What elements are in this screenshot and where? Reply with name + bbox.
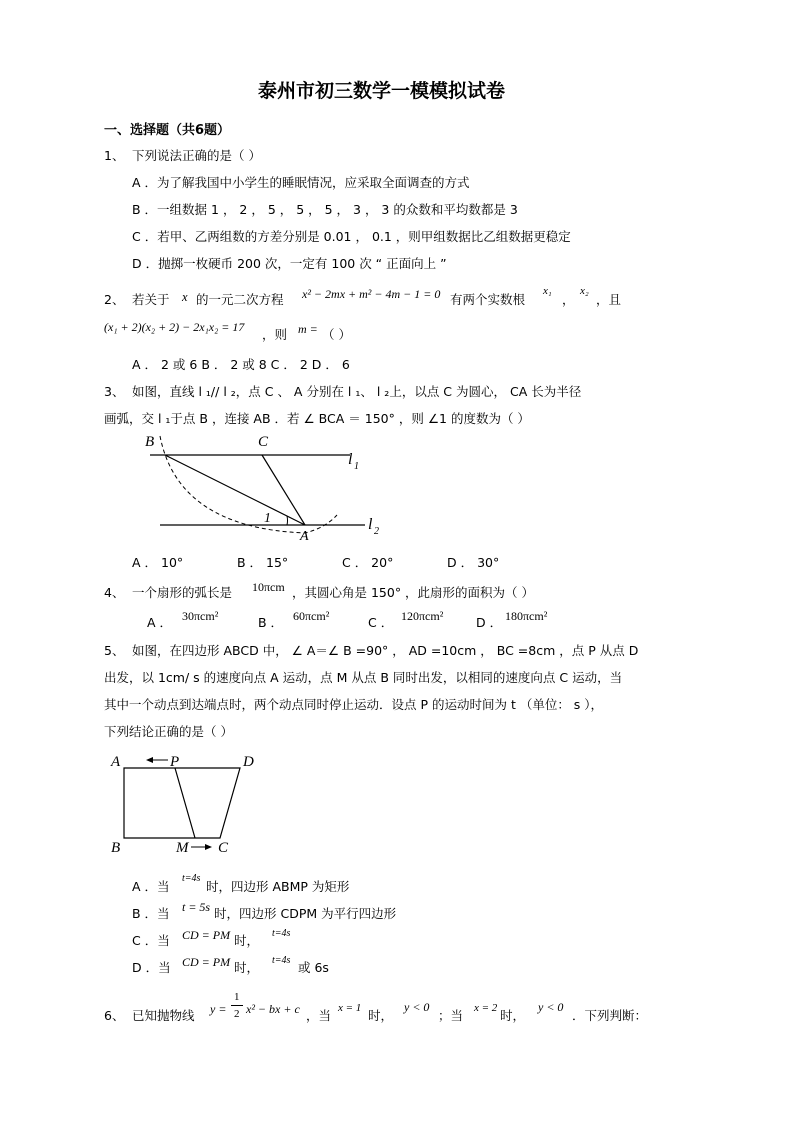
q4-option-b-letter: B ．	[258, 615, 284, 630]
q3-line-1: 如图，直线 l ₁// l ₂，点 C 、 A 分别在 l ₁、 l ₂上，以点 C 为圆心， CA 长为半径	[132, 384, 582, 399]
q6-cond-1: x = 1	[338, 1002, 362, 1014]
q6-frac-bar	[231, 1005, 243, 1006]
q4-option-c-value: 120πcm²	[401, 609, 444, 623]
q5-option-b-prefix: B ．当	[132, 906, 170, 921]
q4-text-2: ，其圆心角是 150° ，此扇形的面积为（ ）	[292, 585, 535, 600]
label-p: P	[170, 754, 180, 770]
q1-option-b: B ．一组数据 1 ， 2 ， 5 ， 5 ， 5 ， 3 ， 3 的众数和平均数都是 3	[132, 202, 518, 217]
q5-option-b-math: t = 5s	[182, 900, 211, 914]
q1-option-a: A ．为了解我国中小学生的睡眠情况，应采取全面调查的方式	[132, 175, 470, 190]
label-angle-1: 1	[264, 511, 271, 526]
q6-cond-3: x = 2	[474, 1002, 498, 1014]
q3-option-d: D ． 30°	[447, 555, 500, 570]
q5-option-d-prefix: D ．当	[132, 960, 171, 975]
q3-option-c: C ． 20°	[342, 555, 394, 570]
q3-line-2: 画弧，交 l ₁于点 B ，连接 AB ．若 ∠ BCA ＝ 150° ，则 ∠1 的度数为（ ）	[104, 411, 530, 426]
q6-text-1: 已知抛物线	[132, 1008, 195, 1023]
q6-text-6: ．下列判断：	[572, 1008, 648, 1023]
q6-frac-num: 1	[234, 991, 240, 1003]
q4-option-d-letter: D ．	[476, 615, 503, 630]
q5-option-c-prefix: C ．当	[132, 933, 170, 948]
q2-m-equals: m =	[298, 322, 318, 336]
q3-option-b: B ． 15°	[237, 555, 289, 570]
q4-text-1: 一个扇形的弧长是	[132, 585, 233, 600]
q5-option-b-suffix: 时，四边形 CDPM 为平行四边形	[214, 906, 397, 921]
q6-number: 6、	[104, 1008, 125, 1023]
page-title: 泰州市初三数学一模模拟试卷	[258, 80, 506, 102]
label-l1: l	[348, 451, 353, 468]
q2-options: A ． 2 或 6 B ． 2 或 8 C ． 2 D ． 6	[132, 357, 350, 372]
q4-number: 4、	[104, 585, 125, 600]
q6-frac-den: 2	[234, 1008, 240, 1020]
label-c: C	[218, 840, 229, 856]
q2-root-x2: x₂	[580, 285, 589, 297]
quadrilateral-abcd	[124, 768, 240, 838]
q3-figure	[130, 428, 400, 548]
q2-text-2: 的一元二次方程	[196, 292, 284, 307]
q6-text-5: 时，	[500, 1008, 526, 1023]
q6-text-4: ；当	[438, 1008, 464, 1023]
q4-option-d-value: 180πcm²	[505, 609, 548, 623]
label-a: A	[111, 754, 121, 770]
q1-stem: 下列说法正确的是（ ）	[132, 148, 261, 163]
q2-comma: ，	[562, 292, 575, 307]
section-heading: 一、选择题（共6题）	[104, 123, 231, 138]
q4-option-c-letter: C ．	[368, 615, 394, 630]
q6-text-2: ，当	[306, 1008, 332, 1023]
q4-option-b-value: 60πcm²	[293, 609, 330, 623]
q2-number: 2、	[104, 292, 125, 307]
label-b: B	[111, 840, 121, 856]
q5-option-c-math: CD = PM	[182, 928, 231, 942]
q1-number: 1、	[104, 148, 125, 163]
q5-line-1: 如图，在四边形 ABCD 中， ∠ A＝∠ B =90° ， AD =10cm ， BC =8cm ，点 P 从点 D	[132, 643, 639, 658]
q6-y-equals: y =	[210, 1002, 227, 1016]
q5-option-d-suffix: 时，	[234, 960, 260, 975]
q6-text-3: 时，	[368, 1008, 394, 1023]
dashed-arc	[160, 436, 337, 533]
q1-option-c: C ．若甲、乙两组数的方差分别是 0.01 ， 0.1 ，则甲组数据比乙组数据更稳定	[132, 229, 571, 244]
label-l2: l	[368, 516, 373, 533]
q5-option-d-math: CD = PM	[182, 955, 231, 969]
q6-parabola-rest: x² − bx + c	[246, 1002, 300, 1016]
q5-option-d-extra: 或 6s	[298, 960, 329, 975]
q4-option-a-value: 30πcm²	[182, 609, 219, 623]
q1-option-d: D ．抛掷一枚硬币 200 次，一定有 100 次 “ 正面向上 ”	[132, 256, 447, 271]
label-c: C	[258, 434, 269, 450]
q5-option-c-suffix: 时，	[234, 933, 260, 948]
label-a: A	[300, 529, 309, 544]
q3-number: 3、	[104, 384, 125, 399]
q3-option-a: A ． 10°	[132, 555, 184, 570]
q4-option-a-letter: A ．	[147, 615, 173, 630]
q5-line-2: 出发，以 1cm/ s 的速度向点 A 运动，点 M 从点 B 同时出发，以相同的速度向点 C 运动，当	[104, 670, 623, 685]
label-l1-sub: 1	[354, 461, 359, 472]
q5-option-a-suffix: 时，四边形 ABMP 为矩形	[206, 879, 350, 894]
angle-1-mark	[287, 516, 288, 525]
q2-text-5: ，则	[262, 327, 288, 342]
segment-pm	[175, 768, 195, 838]
label-m: M	[176, 840, 189, 856]
q2-equation: x² − 2mx + m² − 4m − 1 = 0	[302, 287, 441, 301]
label-d: D	[243, 754, 254, 770]
q5-option-a-prefix: A ．当	[132, 879, 170, 894]
q6-cond-2: y < 0	[404, 1000, 430, 1014]
q2-var-x: x	[182, 290, 188, 304]
q2-text-3: 有两个实数根	[450, 292, 526, 307]
q2-text-6: （ ）	[322, 327, 351, 342]
q2-root-x1: x₁	[543, 285, 552, 297]
q5-line-4: 下列结论正确的是（ ）	[104, 724, 233, 739]
q2-text-4: ，且	[596, 292, 622, 307]
q2-condition: (x₁ + 2)(x₂ + 2) − 2x₁x₂ = 17	[104, 320, 245, 334]
arrow-p-head	[146, 757, 153, 763]
q4-arc-length: 10πcm	[252, 580, 285, 594]
q5-figure	[108, 750, 268, 860]
label-l2-sub: 2	[374, 526, 379, 537]
q5-line-3: 其中一个动点到达端点时，两个动点同时停止运动．设点 P 的运动时间为 t （单位： s ），	[104, 697, 604, 712]
q5-number: 5、	[104, 643, 125, 658]
q5-option-d-time: t=4s	[272, 955, 291, 966]
label-b: B	[145, 434, 155, 450]
q5-option-c-time: t=4s	[272, 928, 291, 939]
arrow-m-head	[205, 844, 212, 850]
q6-cond-4: y < 0	[538, 1000, 564, 1014]
q2-text-1: 若关于	[132, 292, 170, 307]
q5-option-a-math: t=4s	[182, 873, 201, 884]
